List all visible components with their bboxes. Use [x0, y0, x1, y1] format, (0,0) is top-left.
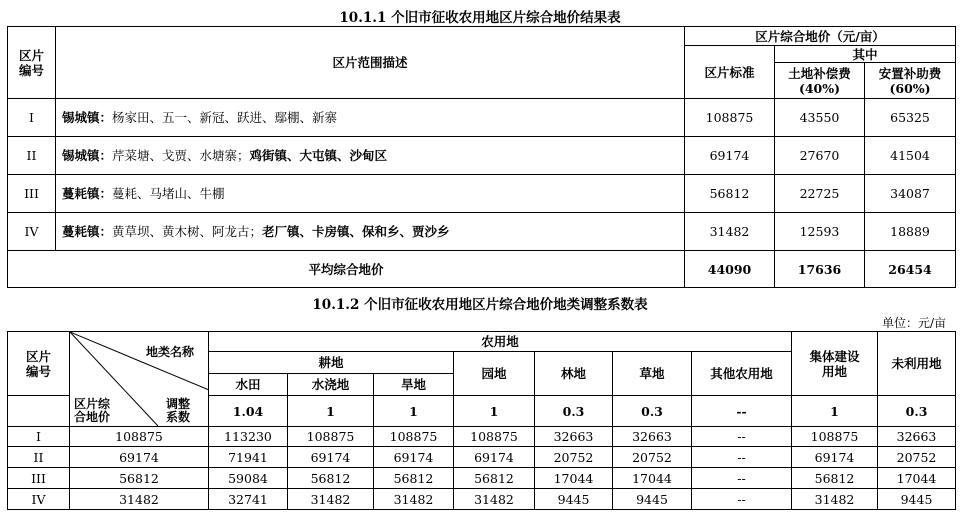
base-price: 56812 — [70, 468, 209, 489]
zone-id: III — [8, 175, 56, 213]
cell: 9445 — [878, 489, 956, 510]
zone-id: IV — [8, 213, 56, 251]
coef-value: 0.3 — [878, 396, 956, 427]
cell: -- — [692, 489, 792, 510]
cell: 9445 — [535, 489, 613, 510]
table-row-average — [8, 251, 956, 288]
zone-desc — [56, 175, 685, 213]
cell: 31482 — [374, 489, 454, 510]
town-name: 蔓耗镇： — [62, 224, 113, 239]
cell: 108875 — [792, 427, 878, 447]
town-name: 蔓耗镇： — [62, 186, 113, 201]
cell: 32741 — [209, 489, 288, 510]
hdr-among: 其中 — [775, 46, 956, 63]
resettle-fee: 41504 — [865, 137, 956, 175]
hdr-grass: 草地 — [613, 352, 692, 396]
base-price: 31482 — [70, 489, 209, 510]
cell: 31482 — [792, 489, 878, 510]
cell: 20752 — [613, 447, 692, 468]
cell: 69174 — [454, 447, 535, 468]
land-fee: 12593 — [775, 213, 865, 251]
village-list: 杨家田、五一、新冠、跃进、鄢棚、新寨 — [112, 110, 338, 125]
hdr-scope: 区片范围描述 — [56, 27, 685, 99]
zone-id: I — [8, 99, 56, 137]
coef-value: 1 — [792, 396, 878, 427]
cell: 32663 — [535, 427, 613, 447]
std-price: 108875 — [685, 99, 775, 137]
hdr-garden: 园地 — [454, 352, 535, 396]
cell: 32663 — [613, 427, 692, 447]
cell: 31482 — [288, 489, 374, 510]
cell: 56812 — [792, 468, 878, 489]
hdr-unused: 未利用地 — [878, 332, 956, 396]
cell: 108875 — [454, 427, 535, 447]
std-price: 69174 — [685, 137, 775, 175]
cell: 69174 — [288, 447, 374, 468]
cell: -- — [692, 447, 792, 468]
village-list: 蔓耗、马堵山、牛棚 — [112, 186, 225, 201]
zone-id: IV — [8, 489, 70, 510]
avg-resettle: 26454 — [865, 251, 956, 288]
hdr-zone-id: 区片 编号 — [8, 332, 70, 396]
town-name: 锡城镇： — [62, 110, 113, 125]
hdr-collective: 集体建设 用地 — [792, 332, 878, 396]
table1-title: 10.1.1 个旧市征收农用地区片综合地价结果表 — [339, 10, 621, 26]
diag-bottom-left-label: 区片综 合地价 — [74, 397, 111, 424]
table-row — [8, 137, 956, 175]
cell: 20752 — [878, 447, 956, 468]
zone-id: II — [8, 137, 56, 175]
hdr-std: 区片标准 — [685, 46, 775, 99]
hdr-price: 区片综合地价（元/亩） — [685, 27, 956, 46]
avg-std: 44090 — [685, 251, 775, 288]
zone-desc — [56, 213, 685, 251]
avg-land: 17636 — [775, 251, 865, 288]
cell: -- — [692, 468, 792, 489]
cell: 59084 — [209, 468, 288, 489]
hdr-other-farmland: 其他农用地 — [692, 352, 792, 396]
land-fee: 27670 — [775, 137, 865, 175]
unit-label: 单位：元/亩 — [881, 316, 946, 330]
hdr-farmland: 农用地 — [209, 332, 792, 352]
coef-zone-blank — [8, 396, 70, 427]
cell: 20752 — [535, 447, 613, 468]
coef-value: 1 — [288, 396, 374, 427]
land-fee: 43550 — [775, 99, 865, 137]
hdr-dry: 旱地 — [374, 374, 454, 396]
zone-desc — [56, 99, 685, 137]
cell: 17044 — [535, 468, 613, 489]
cell: 108875 — [374, 427, 454, 447]
coef-value: 0.3 — [613, 396, 692, 427]
avg-label: 平均综合地价 — [8, 251, 685, 288]
base-price: 108875 — [70, 427, 209, 447]
coef-value: -- — [692, 396, 792, 427]
land-fee: 22725 — [775, 175, 865, 213]
town-name: 锡城镇： — [62, 148, 113, 163]
table-row — [8, 99, 956, 137]
resettle-fee: 18889 — [865, 213, 956, 251]
cell: 32663 — [878, 427, 956, 447]
std-price: 31482 — [685, 213, 775, 251]
zone-desc — [56, 137, 685, 175]
table-row — [8, 447, 956, 468]
zone-price-result-table — [7, 26, 956, 288]
hdr-arable: 耕地 — [209, 352, 454, 374]
village-list: 黄草坝、黄木树、阿龙古； — [112, 224, 263, 239]
zone-id: III — [8, 468, 70, 489]
diagonal-header — [70, 332, 209, 427]
table-row — [8, 427, 956, 447]
cell: -- — [692, 427, 792, 447]
std-price: 56812 — [685, 175, 775, 213]
town-list: 老厂镇、卡房镇、保和乡、贾沙乡 — [262, 224, 450, 239]
cell: 56812 — [288, 468, 374, 489]
table2-title: 10.1.2 个旧市征收农用地区片综合地价地类调整系数表 — [312, 297, 648, 313]
cell: 69174 — [374, 447, 454, 468]
hdr-land: 土地补偿费 (40%) — [775, 63, 865, 99]
cell: 69174 — [792, 447, 878, 468]
cell: 108875 — [288, 427, 374, 447]
hdr-irrigated: 水浇地 — [288, 374, 374, 396]
adjustment-coefficient-table — [7, 331, 956, 510]
cell: 56812 — [454, 468, 535, 489]
diag-bottom-right-label: 调整 系数 — [166, 397, 191, 424]
resettle-fee: 65325 — [865, 99, 956, 137]
table-row — [8, 175, 956, 213]
table-row — [8, 489, 956, 510]
zone-id: I — [8, 427, 70, 447]
coef-value: 0.3 — [535, 396, 613, 427]
cell: 9445 — [613, 489, 692, 510]
cell: 17044 — [613, 468, 692, 489]
table-row — [8, 213, 956, 251]
cell: 31482 — [454, 489, 535, 510]
base-price: 69174 — [70, 447, 209, 468]
cell: 71941 — [209, 447, 288, 468]
hdr-paddy: 水田 — [209, 374, 288, 396]
cell: 17044 — [878, 468, 956, 489]
table-row — [8, 468, 956, 489]
cell: 56812 — [374, 468, 454, 489]
coef-value: 1 — [374, 396, 454, 427]
hdr-resettle: 安置补助费 (60%) — [865, 63, 956, 99]
zone-id: II — [8, 447, 70, 468]
cell: 113230 — [209, 427, 288, 447]
resettle-fee: 34087 — [865, 175, 956, 213]
hdr-zone-id: 区片 编号 — [8, 27, 56, 99]
village-list: 芹菜塘、戈贾、水塘寨； — [112, 148, 250, 163]
town-list: 鸡街镇、大屯镇、沙甸区 — [249, 148, 388, 163]
coef-value: 1 — [454, 396, 535, 427]
coef-value: 1.04 — [209, 396, 288, 427]
hdr-forest: 林地 — [535, 352, 613, 396]
diag-top-label: 地类名称 — [146, 345, 195, 359]
